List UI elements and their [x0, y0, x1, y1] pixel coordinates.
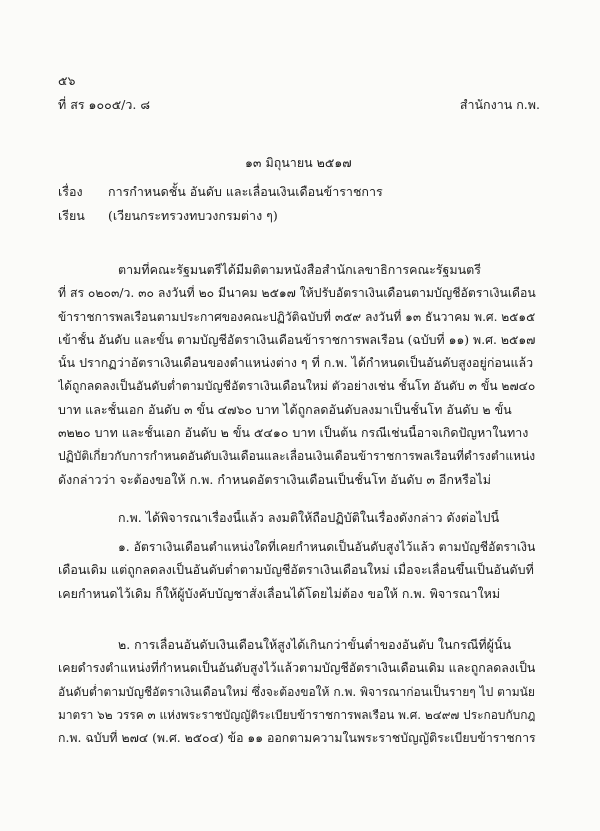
- text-line: ข้าราชการพลเรือนตามประกาศของคณะปฏิวัติฉบับที่ ๓๕๙ ลงวันที่ ๑๓ ธันวาคม พ.ศ. ๒๕๑๕: [58, 309, 536, 324]
- paragraph-4: [58, 637, 538, 753]
- text-line: ที่ สร ๐๒๐๓/ว. ๓๐ ลงวันที่ ๒๐ มีนาคม ๒๕๑๗ ให้ปรับอัตราเงินเดือนตามบัญชีอัตราเงินเดือน: [58, 286, 536, 301]
- text-line: เดือนเดิม แต่ถูกลดลงเป็นอันดับต่ำตามบัญชีอัตราเงินเดือนใหม่ เมื่อจะเลื่อนขึ้นเป็นอันดับที่: [58, 562, 534, 578]
- recipient-text: (เวียนกระทรวงทบวงกรมต่าง ๆ): [108, 208, 278, 223]
- subject-text: การกำหนดชั้น อันดับ และเลื่อนเงินเดือนข้าราชการ: [108, 184, 383, 199]
- text-line: ตามที่คณะรัฐมนตรีได้มีมติตามหนังสือสำนักเลขาธิการคณะรัฐมนตรี: [118, 262, 482, 277]
- text-line: ก.พ. ได้พิจารณาเรื่องนี้แล้ว ลงมติให้ถือปฏิบัติในเรื่องดังกล่าว ดังต่อไปนี้: [118, 510, 500, 525]
- document-date: ๑๓ มิถุนายน ๒๕๑๗: [245, 155, 352, 170]
- paragraph-1: [58, 262, 538, 495]
- paragraph-2: [58, 510, 538, 533]
- text-line: เคยกำหนดไว้เดิม ก็ให้ผู้บังคับบัญชาสั่งเลื่อนได้โดยไม่ต้อง ขอให้ ก.พ. พิจารณาใหม่: [58, 585, 501, 601]
- text-line: เข้าชั้น อันดับ และขั้น ตามบัญชีอัตราเงินเดือนข้าราชการพลเรือน (ฉบับที่ ๑๑) พ.ศ. ๒๕๑๗: [58, 332, 536, 347]
- text-line: ๓๒๒๐ บาท และชั้นเอก อันดับ ๒ ขั้น ๕๔๑๐ บาท เป็นต้น กรณีเช่นนี้อาจเกิดปัญหาในทาง: [58, 425, 529, 441]
- text-line: ได้ถูกลดลงเป็นอันดับต่ำตามบัญชีอัตราเงินเดือนใหม่ ตัวอย่างเช่น ชั้นโท อันดับ ๓ ขั้น ๒๗๔๐: [58, 379, 536, 394]
- document-reference: ที่ สร ๑๐๐๕/ว. ๘: [58, 97, 151, 112]
- text-line: ดังกล่าวว่า จะต้องขอให้ ก.พ. กำหนดอัตราเงินเดือนเป็นชั้นโท อันดับ ๓ อีกหรือไม่: [58, 471, 491, 487]
- issuing-office: สำนักงาน ก.พ.: [459, 97, 540, 112]
- text-line: อันดับต่ำตามบัญชีอัตราเงินเดือนใหม่ ซึ่งจะต้องขอให้ ก.พ. พิจารณาก่อนเป็นรายๆ ไป ตามนัย: [58, 684, 535, 699]
- text-line: ๑. อัตราเงินเดือนตำแหน่งใดที่เคยกำหนดเป็นอันดับสูงไว้แล้ว ตามบัญชีอัตราเงิน: [118, 540, 536, 554]
- text-line: ๒. การเลื่อนอันดับเงินเดือนให้สูงได้เกินกว่าขั้นต่ำของอันดับ ในกรณีที่ผู้นั้น: [118, 637, 512, 652]
- text-line: นั้น ปรากฏว่าอัตราเงินเดือนของตำแหน่งต่าง ๆ ที่ ก.พ. ได้กำหนดเป็นอันดับสูงอยู่ก่อนแล้ว: [58, 355, 534, 371]
- paragraph-3: [58, 539, 538, 609]
- text-line: เคยดำรงตำแหน่งที่กำหนดเป็นอันดับสูงไว้แล้วตามบัญชีอัตราเงินเดือนเดิม และถูกลดลงเป็น: [58, 661, 536, 676]
- recipient-label: เรียน: [58, 208, 85, 223]
- text-line: ก.พ. ฉบับที่ ๒๗๔ (พ.ศ. ๒๕๐๔) ข้อ ๑๑ ออกตามความในพระราชบัญญัติระเบียบข้าราชการ: [58, 731, 536, 746]
- text-line: มาตรา ๖๒ วรรค ๓ แห่งพระราชบัญญัติระเบียบข้าราชการพลเรือน พ.ศ. ๒๔๙๗ ประกอบกับกฎ: [58, 707, 536, 722]
- text-line: ปฏิบัติเกี่ยวกับการกำหนดอันดับเงินเดือนและเลื่อนเงินเดือนข้าราชการพลเรือนที่ดำรงตำแหน่ง: [58, 449, 536, 464]
- text-line: บาท และชั้นเอก อันดับ ๓ ขั้น ๔๗๖๐ บาท ได้ถูกลดอันดับลงมาเป็นชั้นโท อันดับ ๒ ขั้น: [58, 401, 512, 417]
- page-number: ๕๖: [58, 73, 76, 88]
- subject-label: เรื่อง: [58, 184, 83, 199]
